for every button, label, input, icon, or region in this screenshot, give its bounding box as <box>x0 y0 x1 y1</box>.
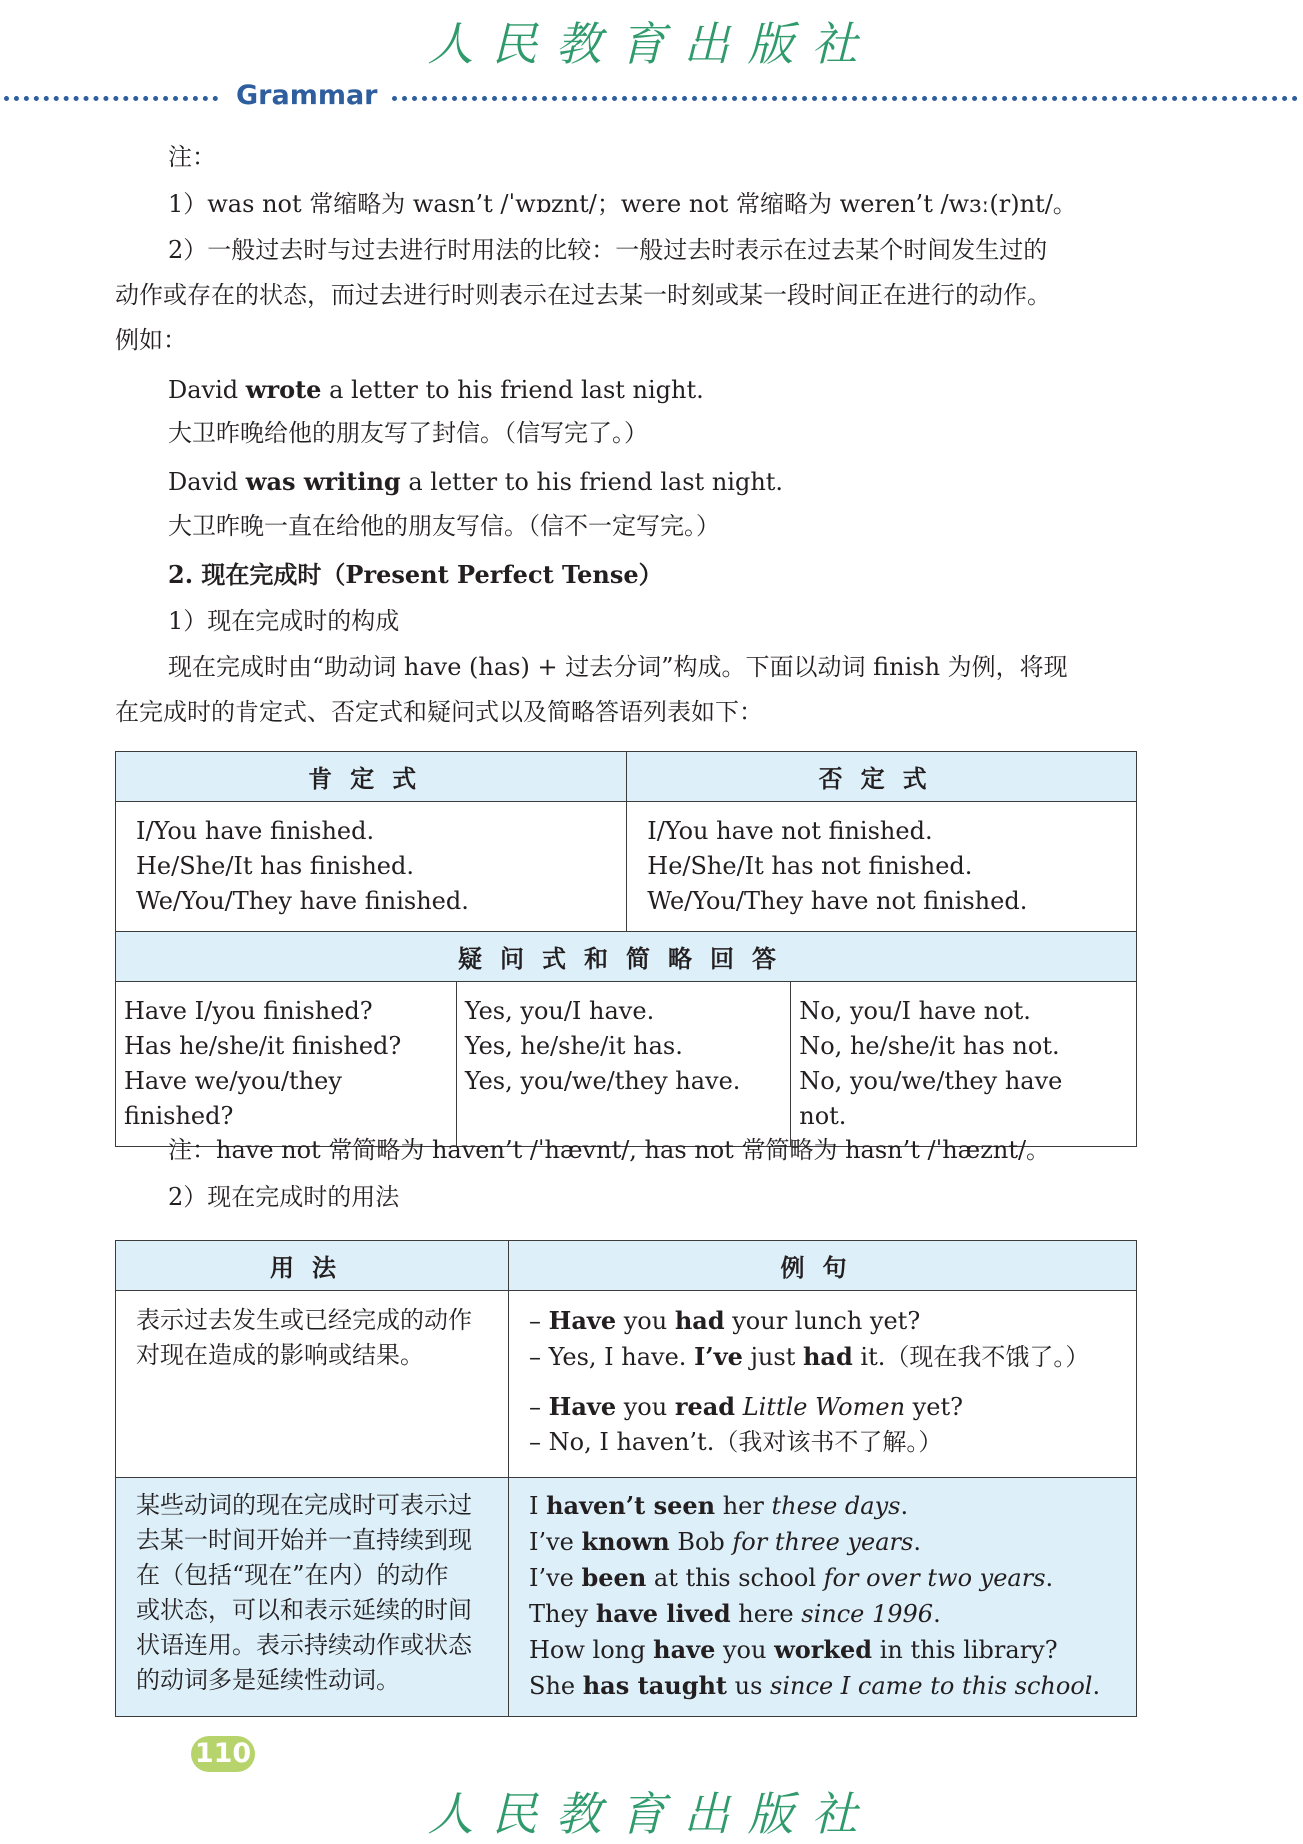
note-line-1: 1）was not 常缩略为 wasn’t /ˈwɒznt/；were not 常缩略为 weren’t /wɜː(r)nt/。 <box>168 190 1077 218</box>
negative-form: We/You/They have not finished. <box>647 887 1028 915</box>
negative-form: He/She/It has not finished. <box>647 852 973 880</box>
no-answer: No, you/I have not. <box>799 997 1031 1025</box>
contraction-note: 注：have not 常简略为 haven’t /ˈhævnt/, has not 常简略为 hasn’t /ˈhæznt/。 <box>168 1136 1051 1164</box>
section-2-heading: 2. 现在完成时（Present Perfect Tense） <box>168 560 663 589</box>
note-line-2: 2）一般过去时与过去进行时用法的比较：一般过去时表示在过去某个时间发生过的 <box>168 236 1048 264</box>
note-line-4: 例如： <box>115 326 187 354</box>
short-yes-answers <box>456 982 790 1147</box>
publisher-logo: 人民教育出版社 <box>427 17 876 71</box>
no-answer: No, you/we/they have not. <box>799 1067 1063 1130</box>
negative-forms <box>627 802 1137 932</box>
negative-header: 否定式 <box>627 752 1137 802</box>
no-answer: No, he/she/it has not. <box>799 1032 1060 1060</box>
example-translation-2: 大卫昨晚一直在给他的朋友写信。（信不一定写完。） <box>168 512 720 540</box>
short-no-answers <box>791 982 1137 1147</box>
formation-paragraph-line-1: 现在完成时由“助动词 have (has) + 过去分词”构成。下面以动词 finish 为例，将现 <box>168 653 1068 681</box>
header-dotted-rule-left <box>4 96 218 101</box>
note-label: 注： <box>168 143 216 171</box>
affirmative-form: I/You have finished. <box>136 817 375 845</box>
yes-answer: Yes, you/we/they have. <box>464 1067 741 1095</box>
section-title: Grammar <box>226 80 388 111</box>
affirmative-form: We/You/They have finished. <box>136 887 469 915</box>
question-header: 疑问式和简略回答 <box>116 932 1137 982</box>
negative-form: I/You have not finished. <box>647 817 933 845</box>
note-line-3: 动作或存在的状态，而过去进行时则表示在过去某一时刻或某一段时间正在进行的动作。 <box>115 281 1051 309</box>
page-number: 110 <box>191 1736 255 1772</box>
header-dotted-rule-right <box>372 96 1298 101</box>
publisher-logo-footer: 人民教育出版社 <box>427 1787 876 1841</box>
conjugation-table <box>115 751 1137 1147</box>
question-form: Have I/you finished? <box>124 997 373 1025</box>
affirmative-header: 肯定式 <box>116 752 627 802</box>
question-form: Have we/you/they finished? <box>124 1067 342 1130</box>
usage-examples-2: I haven’t seen her these days. I’ve known Bob for three years. I’ve been at this school for over two years. They have lived here since 1996. How long have you worked in this library? She has taught us since I came to this school. <box>509 1478 1137 1717</box>
example-translation-1: 大卫昨晚给他的朋友写了封信。（信写完了。） <box>168 419 648 447</box>
formation-paragraph-line-2: 在完成时的肯定式、否定式和疑问式以及简略答语列表如下： <box>115 698 763 726</box>
affirmative-forms <box>116 802 627 932</box>
usage-examples-1: – Have you had your lunch yet? – Yes, I have. I’ve just had it.（现在我不饿了。） – Have you read Little Women yet? – No, I haven’t.（我对该书不了解。） <box>509 1291 1137 1478</box>
usage-table <box>115 1240 1137 1717</box>
example-header: 例句 <box>509 1241 1137 1291</box>
question-form: Has he/she/it finished? <box>124 1032 402 1060</box>
subsection-1-heading: 1）现在完成时的构成 <box>168 607 400 635</box>
subsection-2-heading: 2）现在完成时的用法 <box>168 1183 400 1211</box>
usage-description-2: 某些动词的现在完成时可表示过 去某一时间开始并一直持续到现 在（包括“现在”在内）的动作 或状态，可以和表示延续的时间 状语连用。表示持续动作或状态 的动词多是延续性动词。 <box>116 1478 509 1717</box>
example-sentence-1: David wrote a letter to his friend last night. <box>168 375 704 404</box>
yes-answer: Yes, he/she/it has. <box>464 1032 683 1060</box>
question-forms <box>116 982 457 1147</box>
usage-header: 用法 <box>116 1241 509 1291</box>
yes-answer: Yes, you/I have. <box>464 997 655 1025</box>
usage-description-1: 表示过去发生或已经完成的动作 对现在造成的影响或结果。 <box>116 1291 509 1478</box>
affirmative-form: He/She/It has finished. <box>136 852 414 880</box>
example-sentence-2: David was writing a letter to his friend last night. <box>168 467 784 496</box>
